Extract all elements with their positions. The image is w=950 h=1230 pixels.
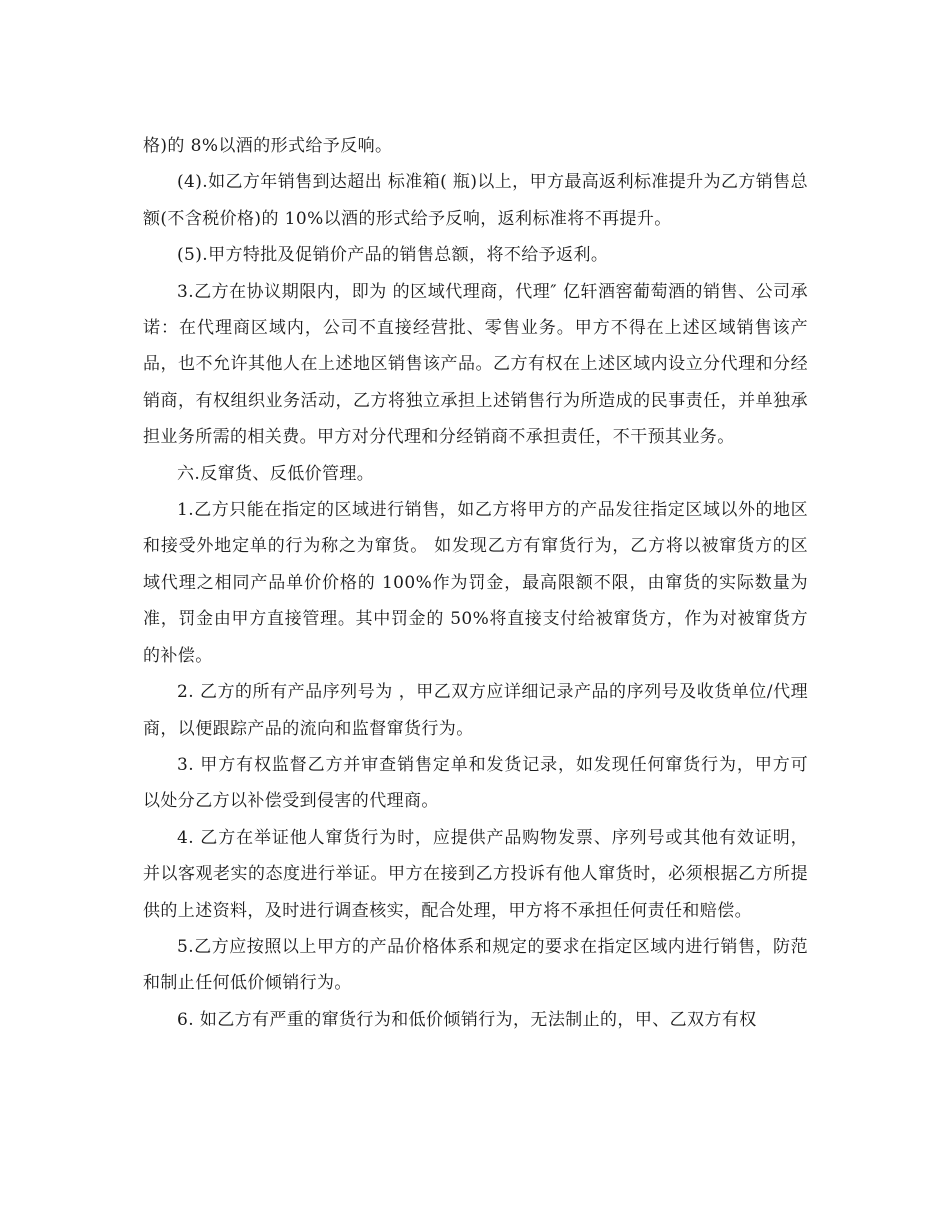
paragraph-item-3-supervision: 3. 甲方有权监督乙方并审查销售定单和发货记录，如发现任何窜货行为，甲方可以处分乙方以补偿受到侵害的代理商。 [143,754,808,812]
document-body [143,128,808,1038]
paragraph-item-5-pricing: 5.乙方应按照以上甲方的产品价格体系和规定的要求在指定区域内进行销售，防范和制止任何低价倾销行为。 [143,936,808,994]
paragraph-item-1-cross-selling: 1.乙方只能在指定的区域进行销售，如乙方将甲方的产品发往指定区域以外的地区和接受外地定单的行为称之为窜货。 如发现乙方有窜货行为，乙方将以被窜货方的区域代理之相同产品单价价格的 100%作为罚金，最高限额不限，由窜货的实际数量为准，罚金由甲方直接管理。其中罚金的 50%将直接支付给被窜货方，作为对被窜货方的补偿。 [143,500,808,666]
section-heading-6: 六.反窜货、反低价管理。 [177,463,375,484]
paragraph-item-4-evidence: 4. 乙方在举证他人窜货行为时，应提供产品购物发票、序列号或其他有效证明，并以客观老实的态度进行举证。甲方在接到乙方投诉有他人窜货时，必须根据乙方所提供的上述资料，及时进行调查核实，配合处理，甲方将不承担任何责任和赔偿。 [143,827,808,921]
paragraph-clause-5: (5).甲方特批及促销价产品的销售总额，将不给予返利。 [177,245,609,266]
paragraph-continuation: 格)的 8%以酒的形式给予反响。 [143,136,393,156]
paragraph-item-3-region-agent: 3.乙方在协议期限内，即为 的区域代理商，代理″ 亿轩酒窖葡萄酒的销售、公司承诺：在代理商区域内，公司不直接经营批、零售业务。甲方不得在上述区域销售该产品，也不允许其他人在上述地区销售该产品。乙方有权在上述区域内设立分代理和分经销商，有权组织业务活动，乙方将独立承担上述销售行为所造成的民事责任，并单独承担业务所需的相关费。甲方对分代理和分经销商不承担责任，不干预其业务。 [143,281,808,448]
paragraph-clause-4: (4).如乙方年销售到达超出 标准箱( 瓶)以上，甲方最高返利标准提升为乙方销售总额(不含税价格)的 10%以酒的形式给予反响，返利标准将不再提升。 [143,172,808,229]
paragraph-item-6-severe-violation: 6. 如乙方有严重的窜货行为和低价倾销行为，无法制止的，甲、乙双方有权 [177,1009,757,1030]
paragraph-item-2-serial-number: 2. 乙方的所有产品序列号为 ，甲乙双方应详细记录产品的序列号及收货单位/代理商，以便跟踪产品的流向和监督窜货行为。 [143,682,808,739]
